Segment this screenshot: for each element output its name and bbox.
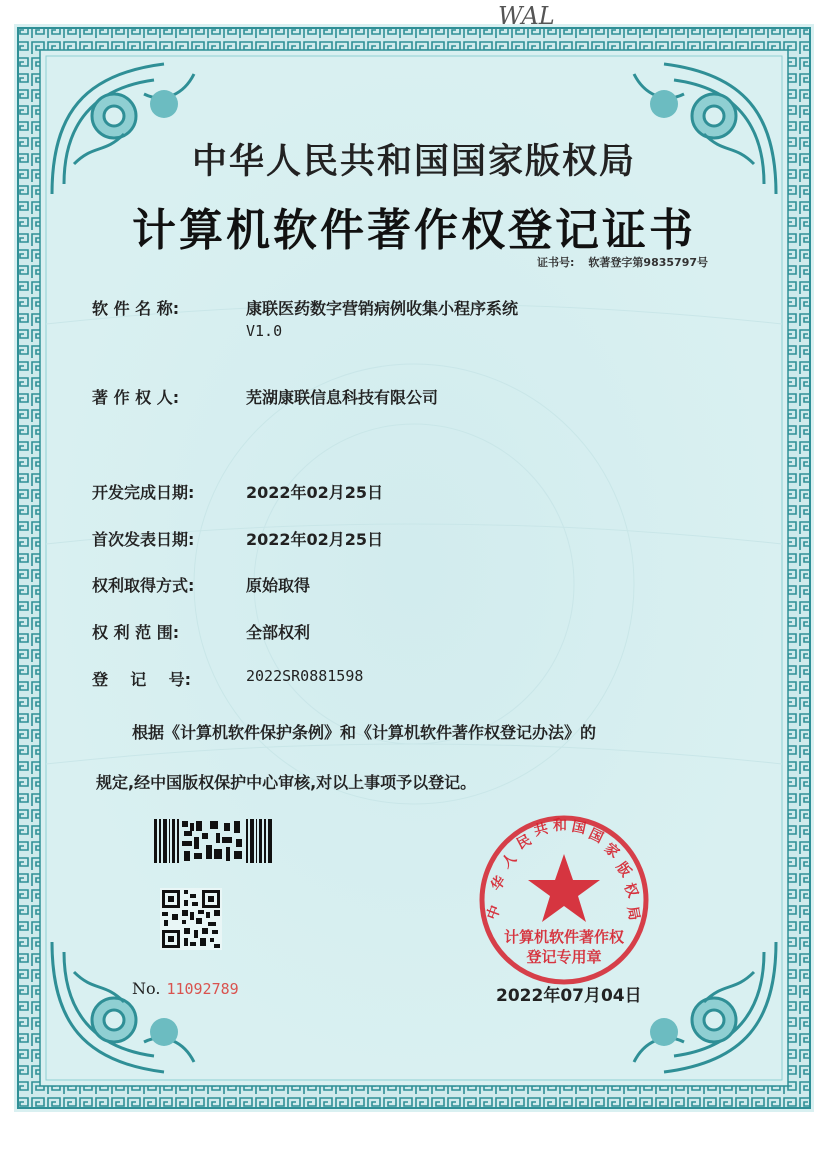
svg-text:共: 共 bbox=[532, 820, 550, 840]
certificate-number-label: 证书号: bbox=[537, 256, 575, 269]
development-date-value: 2022年02月25日 bbox=[246, 483, 384, 502]
svg-text:家: 家 bbox=[601, 840, 623, 862]
certificate bbox=[14, 24, 814, 1112]
acquisition-method-value: 原始取得 bbox=[246, 576, 311, 595]
declaration-line-1: 根据《计算机软件保护条例》和《计算机软件著作权登记办法》的 bbox=[132, 723, 597, 742]
svg-text:国: 国 bbox=[585, 826, 606, 847]
serial-number bbox=[132, 979, 239, 998]
barcode bbox=[154, 819, 272, 863]
handwritten-mark: WAL bbox=[498, 2, 555, 30]
certificate-title: 计算机软件著作权登记证书 bbox=[132, 205, 696, 256]
svg-text:和: 和 bbox=[553, 818, 567, 834]
svg-text:权: 权 bbox=[620, 880, 641, 901]
issuing-authority: 中华人民共和国国家版权局 bbox=[191, 141, 636, 182]
rights-scope-value: 全部权利 bbox=[246, 623, 311, 642]
rights-scope-label: 权 利 范 围: bbox=[92, 623, 180, 642]
svg-text:人: 人 bbox=[498, 850, 520, 872]
svg-text:局: 局 bbox=[623, 905, 643, 922]
serial-prefix: No. bbox=[132, 979, 161, 998]
copyright-owner-label: 著 作 权 人: bbox=[92, 388, 180, 407]
registration-number-value: 2022SR0881598 bbox=[246, 667, 364, 685]
svg-text:中: 中 bbox=[484, 903, 505, 922]
declaration-line-2: 规定,经中国版权保护中心审核,对以上事项予以登记。 bbox=[96, 773, 477, 792]
publication-date-value: 2022年02月25日 bbox=[246, 530, 384, 549]
official-seal bbox=[474, 810, 654, 990]
seal-inner-line-2: 登记专用章 bbox=[526, 948, 602, 966]
software-name-value: 康联医药数字营销病例收集小程序系统 bbox=[246, 299, 519, 318]
development-date-label: 开发完成日期: bbox=[92, 483, 195, 502]
seal-inner-line-1: 计算机软件著作权 bbox=[503, 928, 625, 946]
acquisition-method-label: 权利取得方式: bbox=[92, 576, 195, 595]
certificate-number-value: 软著登字第9835797号 bbox=[588, 256, 708, 269]
software-version: V1.0 bbox=[246, 322, 283, 340]
svg-text:华: 华 bbox=[488, 873, 510, 895]
certificate-number bbox=[537, 254, 708, 270]
issue-date: 2022年07月04日 bbox=[496, 986, 642, 1006]
registration-number-label: 登 记 号: bbox=[92, 670, 191, 689]
serial-number-value: 11092789 bbox=[166, 980, 239, 998]
software-name-label: 软 件 名 称: bbox=[92, 299, 180, 318]
svg-text:版: 版 bbox=[612, 859, 634, 881]
copyright-owner-value: 芜湖康联信息科技有限公司 bbox=[246, 388, 439, 407]
qr-code bbox=[160, 888, 222, 950]
svg-text:民: 民 bbox=[514, 832, 535, 853]
publication-date-label: 首次发表日期: bbox=[92, 530, 195, 549]
svg-text:国: 国 bbox=[570, 818, 588, 838]
